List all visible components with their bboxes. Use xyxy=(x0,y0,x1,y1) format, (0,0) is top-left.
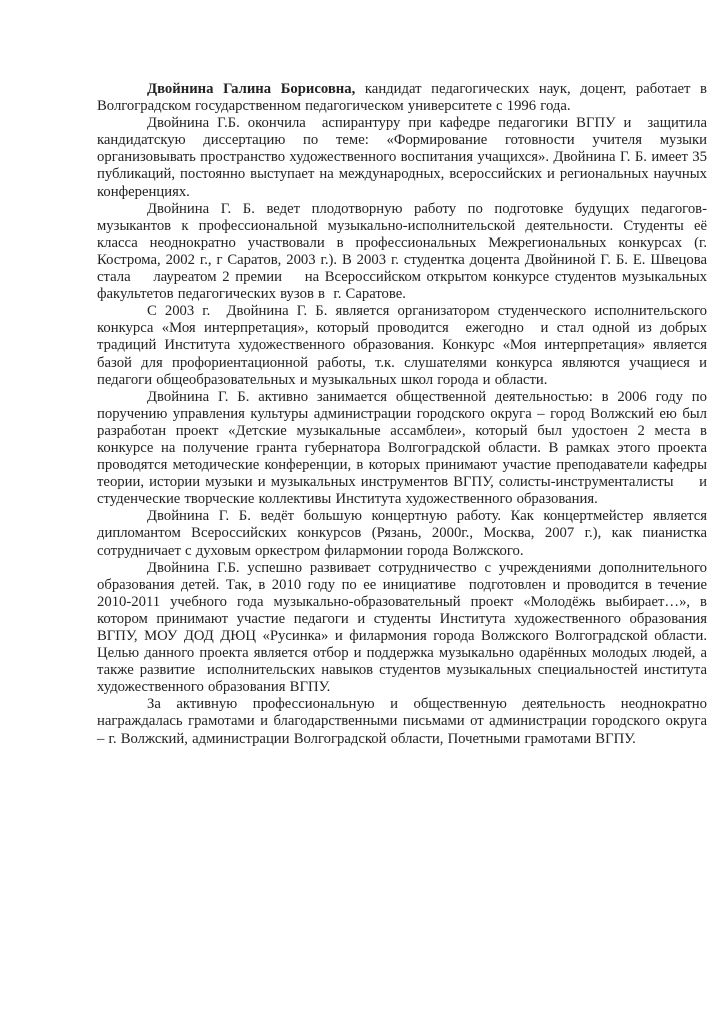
paragraph-intro-text: кандидат педагогических наук, доцент, работает в Волгоградском государственном педагогическом университете с 1996 года. xyxy=(97,81,712,115)
paragraph-competition: С 2003 г. Двойнина Г. Б. является организатором студенческого исполнительского конкурса «Моя интерпретация», который проводится ежегодно и стал одной из добрых традиций Института художественного образования. Конкурс «Моя интерпретация» является базой для профориентационной работы, т.к. слушателями конкурса являются учащиеся и педагоги общеобразовательных и музыкальных школ города и области. xyxy=(97,303,712,388)
paragraph-cooperation: Двойнина Г.Б. успешно развивает сотрудничество с учреждениями дополнительного образования детей. Так, в 2010 году по ее инициативе подготовлен и проводится в течение 2010-2011 учебного года музыкально-образовательный проект «Молодёжь выбирает…», в котором принимают участие педагоги и студенты Института художественного образования ВГПУ, МОУ ДОД ДЮЦ «Русинка» и филармония города Волжского Волгоградской области. Целью данного проекта является отбор и поддержка музыкально одарённых молодых людей, а также развитие исполнительских навыков студентов музыкальных специальностей института художественного образования ВГПУ. xyxy=(97,559,712,696)
paragraph-intro xyxy=(97,81,712,115)
paragraph-education: Двойнина Г.Б. окончила аспирантуру при кафедре педагогики ВГПУ и защитила кандидатскую диссертацию по теме: «Формирование готовности учителя музыки организовывать пространство художественного воспитания учащихся». Двойнина Г. Б. имеет 35 публикаций, постоянно выступает на международных, всероссийских и региональных научных конференциях. xyxy=(97,115,712,200)
person-name: Двойнина Галина Борисовна, xyxy=(147,81,356,97)
paragraph-public-activity: Двойнина Г. Б. активно занимается общественной деятельностью: в 2006 году по поручению управления культуры администрации городского округа – город Волжский ею был разработан проект «Детские музыкальные ассамблеи», который был удостоен 2 места в конкурсе на получение гранта губернатора Волгоградской области. В рамках этого проекта проводятся методические конференции, в которых принимают участие преподаватели кафедры теории, истории музыки и музыкальных инструментов ВГПУ, солисты-инструменталисты и студенческие творческие коллективы Института художественного образования. xyxy=(97,388,712,508)
paragraph-students-work: Двойнина Г. Б. ведет плодотворную работу по подготовке будущих педагогов-музыкантов к профессиональной музыкально-исполнительской деятельности. Студенты её класса неоднократно участвовали в профессиональных Межрегиональных конкурсах (г. Кострома, 2002 г., г Саратов, 2003 г.). В 2003 г. студентка доцента Двойниной Г. Б. Е. Швецова стала лауреатом 2 премии на Всероссийском открытом конкурсе студентов музыкальных факультетов педагогических вузов в г. Саратове. xyxy=(97,200,712,303)
paragraph-concert-work: Двойнина Г. Б. ведёт большую концертную работу. Как концертмейстер является дипломантом Всероссийских конкурсов (Рязань, 2000г., Москва, 2007 г.), как пианистка сотрудничает с духовым оркестром филармонии города Волжского. xyxy=(97,508,712,559)
paragraph-awards: За активную профессиональную и общественную деятельность неоднократно награждалась грамотами и благодарственными письмами от администрации городского округа – г. Волжский, администрации Волгоградской области, Почетными грамотами ВГПУ. xyxy=(97,696,712,747)
